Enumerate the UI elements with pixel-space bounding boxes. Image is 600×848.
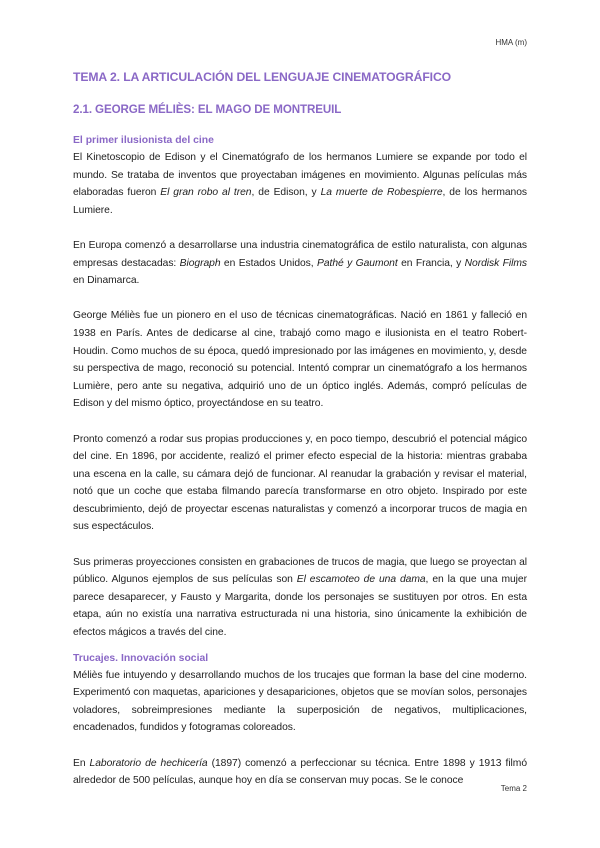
paragraph-laboratorio: En Laboratorio de hechicería (1897) comenzó a perfeccionar su técnica. Entre 1898 y 1913 filmó alrededor de 500 películas, aunque hoy en día se conservan muy pocas. Se le conoce	[73, 757, 527, 787]
paragraph-kinetoscopio: El Kinetoscopio de Edison y el Cinematógrafo de los hermanos Lumiere se expande por todo el mundo. Se trataba de inventos que proyectaban imágenes en movimiento. Algunas películas más elaboradas fueron El gran robo al tren, de Edison, y La muerte de Robespierre, de los hermanos Lumiere.	[73, 152, 527, 216]
paragraph-primeras-proyecciones: Sus primeras proyecciones consisten en grabaciones de trucos de magia, que luego se proyectan al público. Algunos ejemplos de sus películas son El escamoteo de una dama, en la que una mujer parece desaparecer, y Fausto y Margarita, donde los personajes se sustituyen por otros. En esta etapa, aún no existía una narrativa estructurada ni una historia, sino únicamente la exhibición de efectos mágicos a través del cine.	[73, 556, 527, 639]
section-heading: 2.1. GEORGE MÉLIÈS: EL MAGO DE MONTREUIL	[73, 103, 342, 116]
subsection-heading-trucajes: Trucajes. Innovación social	[73, 652, 209, 664]
paragraph-primer-efecto: Pronto comenzó a rodar sus propias producciones y, en poco tiempo, descubrió el potencial mágico del cine. En 1896, por accidente, realizó el primer efecto especial de la historia: mientras grababa una escena en la calle, su cámara dejó de funcionar. Al reanudar la grabación y revisar el material, notó que un coche que estaba filmando parecía transformarse en otro objeto. Inspirado por este descubrimiento, dejó de proyectar escenas naturalistas y comenzó a incorporar trucos de magia en sus espectáculos.	[73, 433, 527, 533]
paragraph-trucajes: Méliès fue intuyendo y desarrollando muchos de los trucajes que forman la base del cine moderno. Experimentó con maquetas, apariciones y desapariciones, objetos que se movían solos, personajes voladores, sobreimpresiones mediante la superposición de negativos, multiplicaciones, encadenados, fundidos y fotogramas coloreados.	[73, 669, 527, 734]
subsection-heading-ilusionista: El primer ilusionista del cine	[73, 135, 214, 146]
footer-page-label: Tema 2	[500, 784, 527, 793]
paragraph-melies-biografia: George Méliès fue un pionero en el uso de técnicas cinematográficas. Nació en 1861 y falleció en 1938 en París. Antes de dedicarse al cine, trabajó como mago e ilusionista en el teatro Robert-Houdin. Como muchos de su época, quedó impresionado por las imágenes en movimiento, y, desde su perspectiva de mago, reconoció su potencial. Intentó comprar un cinematógrafo a los hermanos Lumière, pero ante su negativa, adquirió uno de un óptico inglés. Además, compró películas de Edison y del mismo óptico, proyectándose en su teatro.	[73, 310, 527, 410]
page-title: TEMA 2. LA ARTICULACIÓN DEL LENGUAJE CINEMATOGRÁFICO	[73, 70, 452, 84]
document-body	[73, 68, 527, 790]
paragraph-europa: En Europa comenzó a desarrollarse una industria cinematográfica de estilo naturalista, con algunas empresas destacadas: Biograph en Estados Unidos, Pathé y Gaumont en Francia, y Nordisk Films en Dinamarca.	[73, 239, 527, 287]
header-code: HMA (m)	[495, 38, 527, 47]
